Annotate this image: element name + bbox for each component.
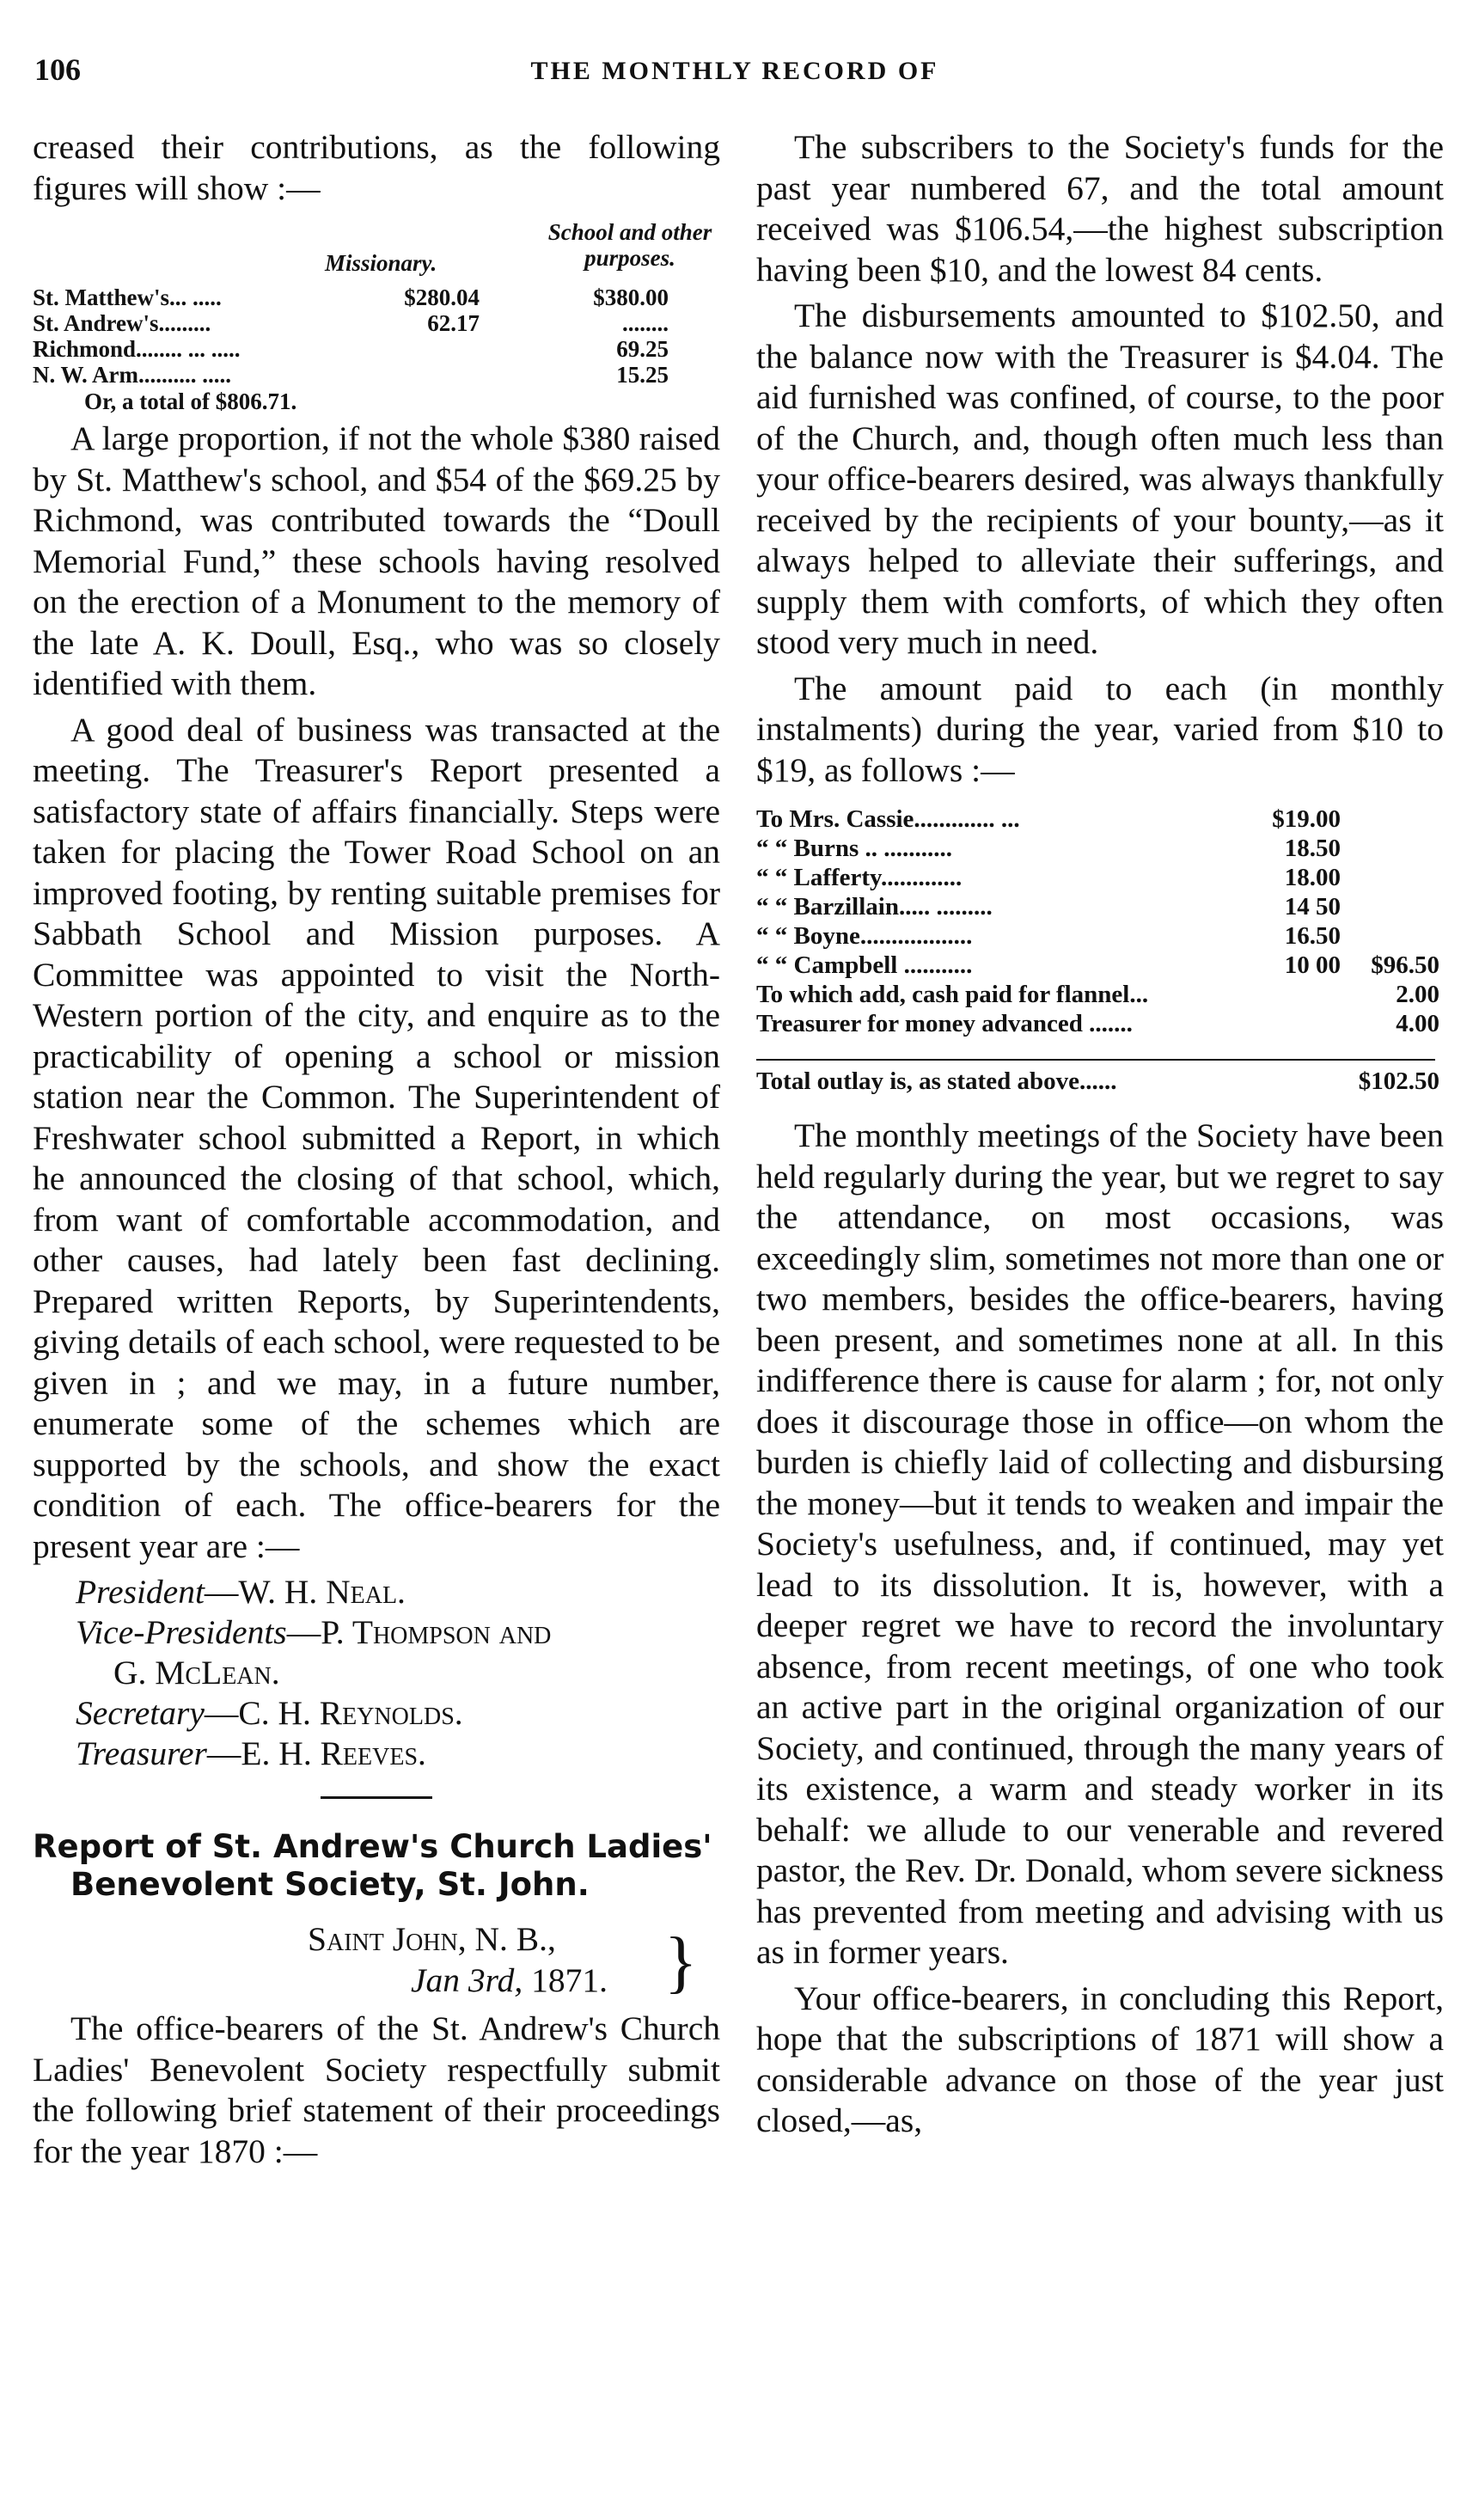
officer-name: C. H. Reynolds. [238,1694,463,1732]
dateline-year: 1871. [531,1961,608,1999]
table-row [756,892,1435,921]
report-heading: Report of St. Andrew's Church Ladies' Benevolent Society, St. John. [33,1828,712,1903]
payment-total: 4.00 [1396,1010,1439,1037]
school-name: St. Matthew's... ..... [33,284,222,310]
paragraph-office-bearers: The office-bearers of the St. Andrew's Church Ladies' Benevolent Society respectfully submit the following brief statement of their proceedings for the year 1870 :— [33,2009,720,2170]
officer-vice-presidents: Vice-Presidents—P. Thompson and [76,1613,552,1651]
other-amount: 69.25 [616,336,669,362]
running-title: THE MONTHLY RECORD OF [530,57,939,85]
payee: “ “ Campbell ........... [756,951,973,979]
missionary-amount: $280.04 [404,284,480,310]
total-outlay-label: Total outlay is, as stated above...... [756,1067,1117,1095]
officer-name: W. H. Neal. [238,1573,406,1611]
officer-role: Vice-Presidents [76,1613,287,1651]
paragraph-intro: creased their contributions, as the following figures will show :— [33,128,720,207]
paragraph-amount: The amount paid to each (in monthly instalments) during the year, varied from $10 to $19, as follows :— [756,669,1444,789]
payment-amount: 16.50 [1284,922,1341,950]
brace-icon: } [664,1924,698,2000]
payment-amount: 18.50 [1284,835,1341,862]
officer-president: President—W. H. Neal. [76,1573,406,1611]
payment-total: 2.00 [1396,981,1439,1008]
office-bearers-list [33,1572,720,1774]
paragraph-disbursements: The disbursements amounted to $102.50, and the balance now with the Treasurer is $4.04. The aid furnished was confined, of course, to the poor of the Church, and, though often much less than your office-bearers desired, was always thankfully received by the recipients of your bounty,—as it always helped to alleviate their sufferings, and supply them with comforts, of which they often stood very much in need. [756,297,1444,661]
officer-name: P. Thompson and [321,1613,552,1651]
table-divider [756,1059,1435,1061]
officer-name: G. McLean. [113,1654,280,1691]
right-column [756,127,1444,2147]
table-row [756,951,1439,980]
payee: To Mrs. Cassie............. ... [756,805,1020,833]
paragraph-concluding: Your office-bearers, in concluding this Report, hope that the subscriptions of 1871 will show a considerable advance on those of the year just closed,—as, [756,1979,1444,2139]
dateline-date-line [411,1960,608,2000]
officer-treasurer: Treasurer—E. H. Reeves. [76,1734,426,1772]
left-column [33,127,720,2177]
page-number: 106 [34,52,81,87]
school-name: N. W. Arm.......... ..... [33,362,232,388]
officer-vice-presidents-cont [33,1653,720,1693]
officer-role: President [76,1573,205,1611]
officer-secretary: Secretary—C. H. Reynolds. [76,1694,463,1732]
dateline-place: Saint John, N. B., [308,1920,556,1958]
other-amount: $380.00 [593,284,669,310]
payee: “ “ Lafferty............. [756,864,963,891]
other-amount: ........ [622,310,669,336]
column-header-missionary: Missionary. [325,250,437,276]
payee: To which add, cash paid for flannel... [756,981,1149,1008]
table-row [33,284,712,310]
officer-role: Treasurer [76,1734,207,1772]
table-row [33,310,712,336]
paragraph-meetings: The monthly meetings of the Society have been held regularly during the year, but we regret to say the attendance, on most occasions, was exceedingly slim, sometimes not more than one or two members, besides the office-bearers, having been present, and sometimes none at all. In this indifference there is cause for alarm ; for, not only does it discourage those in office—on whom the burden is chiefly laid of collecting and disbursing the money—but it tends to weaken and impair the Society's usefulness, and, if continued, may yet lead to its dissolution. It is, however, with a deeper regret we have to record the involuntary absence, from recent meetings, of one who took an active part in the original organization of our Society, and continued, through the many years of its existence, a warm and steady worker in its behalf: we allude to our venerable and revered pastor, the Rev. Dr. Donald, whom severe sickness has prevented from meeting and advising with us as in former years. [756,1116,1444,1971]
paragraph-business: A good deal of business was transacted at the meeting. The Treasurer's Report presented a satisfactory state of affairs financially. Steps were taken for placing the Tower Road School on an improved footing, by renting suitable premises for Sabbath School and Mission purposes. A Committee was appointed to visit the North-Western portion of the city, and enquire as to the practicability of opening a school or mission station near the Common. The Superintendent of Freshwater school submitted a Report, in which he announced the closing of that school, which, from want of comfortable accommodation, and other causes, had lately been fast declining. Prepared written Reports, by Superintendents, giving details of each school, were requested to be given in ; and we may, in a future number, enumerate some of the schemes which are supported by the schools, and show the exact condition of each. The office-bearers for the present year are :— [33,710,720,1565]
payment-amount: 10 00 [1284,951,1341,979]
payee: “ “ Barzillain..... ......... [756,893,993,921]
school-name: St. Andrew's......... [33,310,211,336]
paragraph-proportion: A large proportion, if not the whole $380 raised by St. Matthew's school, and $54 of the $69.25 by Richmond, was contributed towards the “Doull Memorial Fund,” these schools having resolved on the erection of a Monument to the memory of the late A. K. Doull, Esq., who was so closely identified with them. [33,419,720,702]
school-name: Richmond........ ... ..... [33,336,241,362]
total-outlay-amount: $102.50 [1358,1067,1439,1095]
payee: “ “ Burns .. ........... [756,835,953,862]
missionary-amount: 62.17 [427,310,480,336]
contributions-total: Or, a total of $806.71. [84,388,297,414]
other-amount: 15.25 [616,362,669,388]
payment-total: $96.50 [1371,951,1439,979]
table-row [33,336,712,362]
dateline [33,1919,720,2003]
table-row [756,863,1435,892]
paragraph-subscribers: The subscribers to the Society's funds for the past year numbered 67, and the total amount received was $106.54,—the highest subscription having been $10, and the lowest 84 cents. [756,128,1444,289]
payment-amount: $19.00 [1272,805,1341,833]
table-row [756,834,1435,863]
contributions-table [33,214,712,415]
payment-amount: 18.00 [1284,864,1341,891]
total-outlay-row [756,1067,1444,1102]
table-row [756,804,1435,834]
table-row [756,1009,1439,1038]
dateline-date: Jan 3rd, [411,1961,523,1999]
officer-role: Secretary [76,1694,205,1732]
contributions-table-header [33,214,712,284]
column-header-other: School and other purposes. [547,219,712,271]
payee: Treasurer for money advanced ....... [756,1010,1133,1037]
table-row [756,921,1435,951]
table-row [33,362,712,388]
table-row [756,980,1439,1009]
officer-name: E. H. Reeves. [241,1734,426,1772]
payment-amount: 14 50 [1284,893,1341,921]
page-header [34,52,1435,95]
payments-table [756,804,1439,1038]
payee: “ “ Boyne.................. [756,922,973,950]
section-divider [321,1796,432,1799]
